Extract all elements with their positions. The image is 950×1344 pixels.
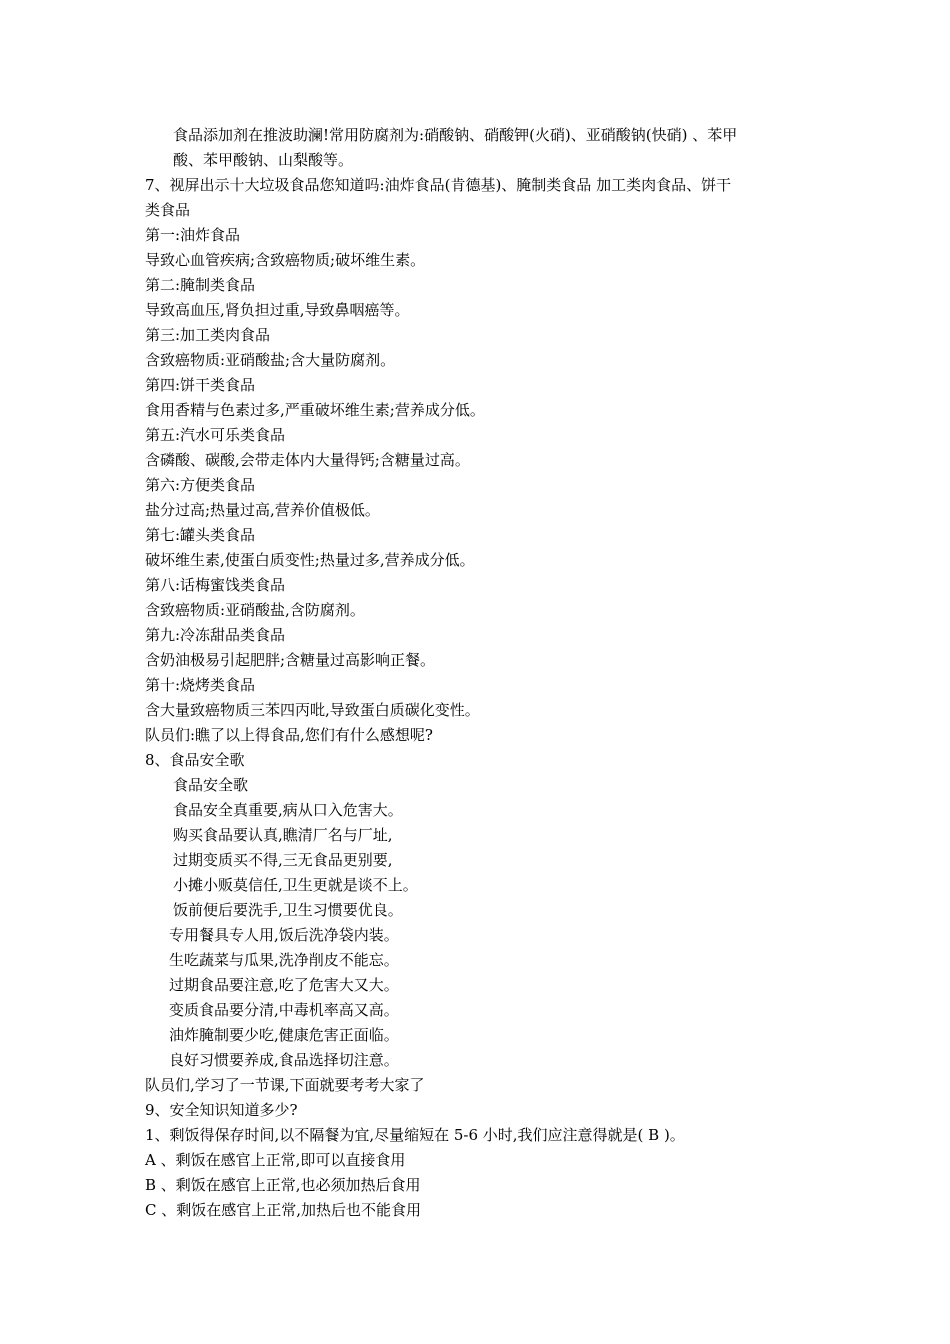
text-line: 第七:罐头类食品 — [145, 526, 256, 544]
text-line: 食用香精与色素过多,严重破坏维生素;营养成分低。 — [145, 401, 485, 419]
question-line: 1、剩饭得保存时间,以不隔餐为宜,尽量缩短在 5-6 小时,我们应注意得就是( B )。 — [145, 1126, 685, 1144]
text-line: 含磷酸、碳酸,会带走体内大量得钙;含糖量过高。 — [145, 451, 470, 469]
text-line: 食品添加剂在推波助澜!常用防腐剂为:硝酸钠、硝酸钾(火硝)、亚硝酸钠(快硝) 、苯甲 — [173, 126, 738, 144]
text-line: 含致癌物质:亚硝酸盐;含大量防腐剂。 — [145, 351, 396, 369]
text-line: 队员们:瞧了以上得食品,您们有什么感想呢? — [145, 726, 433, 744]
song-line: 过期变质买不得,三无食品更别要, — [173, 851, 393, 869]
text-line: 破坏维生素,使蛋白质变性;热量过多,营养成分低。 — [145, 551, 475, 569]
song-line: 生吃蔬菜与瓜果,洗净削皮不能忘。 — [169, 951, 399, 969]
text-line: 第六:方便类食品 — [145, 476, 256, 494]
text-line: 第四:饼干类食品 — [145, 376, 256, 394]
text-line: 酸、苯甲酸钠、山梨酸等。 — [173, 151, 354, 169]
song-line: 食品安全真重要,病从口入危害大。 — [173, 801, 403, 819]
song-line: 购买食品要认真,瞧清厂名与厂址, — [173, 826, 393, 844]
song-line: 饭前便后要洗手,卫生习惯要优良。 — [173, 901, 403, 919]
option-a: A 、剩饭在感官上正常,即可以直接食用 — [145, 1151, 406, 1169]
song-line: 过期食品要注意,吃了危害大又大。 — [169, 976, 399, 994]
text-line: 第八:话梅蜜饯类食品 — [145, 576, 286, 594]
text-line: 8、食品安全歌 — [145, 751, 245, 769]
text-line: 类食品 — [145, 201, 191, 219]
text-line: 7、视屏出示十大垃圾食品您知道吗:油炸食品(肯德基)、腌制类食品 加工类肉食品、饼干 — [145, 176, 732, 194]
text-line: 第十:烧烤类食品 — [145, 676, 256, 694]
text-line: 9、安全知识知道多少? — [145, 1101, 298, 1119]
text-line: 第三:加工类肉食品 — [145, 326, 271, 344]
text-line: 第二:腌制类食品 — [145, 276, 256, 294]
text-line: 队员们,学习了一节课,下面就要考考大家了 — [145, 1076, 425, 1094]
text-line: 含大量致癌物质三苯四丙吡,导致蛋白质碳化变性。 — [145, 701, 480, 719]
text-line: 第九:冷冻甜品类食品 — [145, 626, 286, 644]
song-line: 良好习惯要养成,食品选择切注意。 — [169, 1051, 399, 1069]
song-line: 专用餐具专人用,饭后洗净袋内装。 — [169, 926, 399, 944]
text-line: 导致心血管疾病;含致癌物质;破坏维生素。 — [145, 251, 426, 269]
text-line: 导致高血压,肾负担过重,导致鼻咽癌等。 — [145, 301, 410, 319]
song-line: 变质食品要分清,中毒机率高又高。 — [169, 1001, 399, 1019]
song-line: 油炸腌制要少吃,健康危害正面临。 — [169, 1026, 399, 1044]
option-b: B 、剩饭在感官上正常,也必须加热后食用 — [145, 1176, 421, 1194]
text-line: 含奶油极易引起肥胖;含糖量过高影响正餐。 — [145, 651, 436, 669]
song-title: 食品安全歌 — [173, 776, 249, 794]
option-c: C 、剩饭在感官上正常,加热后也不能食用 — [145, 1201, 422, 1219]
text-line: 盐分过高;热量过高,营养价值极低。 — [145, 501, 380, 519]
song-line: 小摊小贩莫信任,卫生更就是谈不上。 — [173, 876, 418, 894]
text-line: 第五:汽水可乐类食品 — [145, 426, 286, 444]
text-line: 第一:油炸食品 — [145, 226, 241, 244]
text-line: 含致癌物质:亚硝酸盐,含防腐剂。 — [145, 601, 365, 619]
